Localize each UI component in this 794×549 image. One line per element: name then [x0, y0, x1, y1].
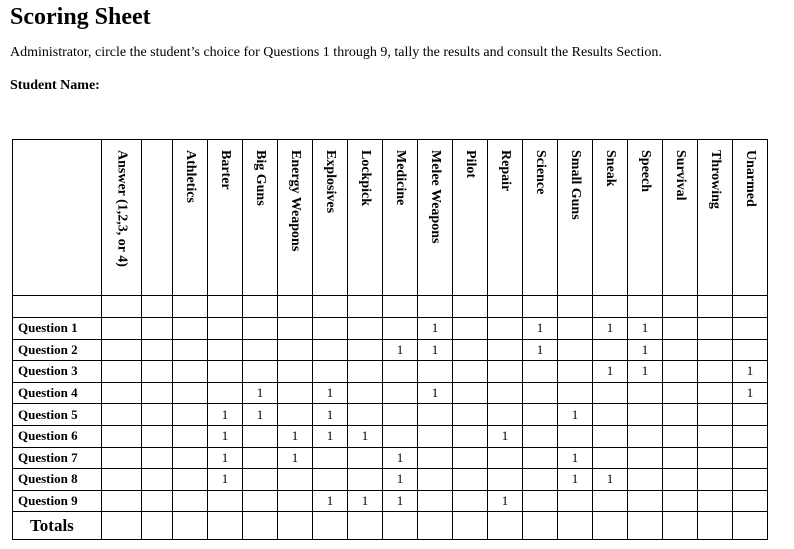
table-cell — [733, 296, 768, 318]
total-cell[interactable] — [243, 512, 278, 540]
score-cell: 1 — [278, 447, 313, 469]
table-cell — [488, 296, 523, 318]
score-cell — [348, 382, 383, 404]
score-cell — [593, 382, 628, 404]
score-cell — [173, 490, 208, 512]
score-cell: 1 — [418, 318, 453, 340]
score-cell — [698, 339, 733, 361]
total-cell[interactable] — [102, 512, 142, 540]
score-cell — [453, 361, 488, 383]
score-cell — [663, 361, 698, 383]
score-cell — [278, 404, 313, 426]
score-cell — [418, 425, 453, 447]
header-row — [13, 140, 768, 296]
score-cell — [383, 318, 418, 340]
score-cell — [348, 404, 383, 426]
score-cell — [733, 469, 768, 491]
score-cell: 1 — [593, 361, 628, 383]
total-cell[interactable] — [142, 512, 173, 540]
score-cell — [733, 425, 768, 447]
score-cell — [488, 382, 523, 404]
score-cell — [453, 469, 488, 491]
table-cell — [278, 296, 313, 318]
score-cell: 1 — [208, 447, 243, 469]
score-cell — [488, 447, 523, 469]
score-cell: 1 — [313, 425, 348, 447]
score-cell — [698, 469, 733, 491]
score-cell — [208, 382, 243, 404]
score-cell — [488, 339, 523, 361]
answer-cell[interactable] — [102, 447, 142, 469]
score-cell — [243, 339, 278, 361]
score-cell: 1 — [593, 469, 628, 491]
skill-header-cell — [523, 140, 558, 296]
score-cell: 1 — [418, 339, 453, 361]
score-cell — [698, 425, 733, 447]
score-cell — [243, 425, 278, 447]
score-cell — [488, 361, 523, 383]
score-cell — [313, 469, 348, 491]
skill-header-cell — [313, 140, 348, 296]
score-cell — [558, 425, 593, 447]
skill-header-cell — [663, 140, 698, 296]
score-cell — [173, 447, 208, 469]
skill-header-pilot: Pilot — [463, 150, 478, 178]
score-cell — [593, 339, 628, 361]
score-cell — [523, 404, 558, 426]
score-cell — [173, 361, 208, 383]
score-cell — [383, 425, 418, 447]
score-cell — [313, 361, 348, 383]
score-cell — [243, 361, 278, 383]
score-cell — [593, 425, 628, 447]
score-cell — [418, 404, 453, 426]
skill-header-cell — [558, 140, 593, 296]
score-cell — [488, 469, 523, 491]
total-cell[interactable] — [663, 512, 698, 540]
skill-header-small-guns: Small Guns — [568, 150, 583, 220]
score-cell: 1 — [628, 339, 663, 361]
skill-header-cell — [348, 140, 383, 296]
score-cell — [558, 361, 593, 383]
skill-header-cell — [453, 140, 488, 296]
table-cell — [348, 296, 383, 318]
score-cell — [383, 404, 418, 426]
blank-cell — [142, 447, 173, 469]
skill-header-athletics: Athletics — [183, 150, 198, 203]
question-label: Question 7 — [13, 447, 102, 469]
score-cell — [663, 382, 698, 404]
score-cell: 1 — [523, 318, 558, 340]
total-cell[interactable] — [383, 512, 418, 540]
skill-header-cell — [383, 140, 418, 296]
score-cell — [558, 339, 593, 361]
score-cell — [663, 490, 698, 512]
score-cell — [278, 382, 313, 404]
table-row — [13, 318, 768, 340]
score-cell — [208, 361, 243, 383]
score-cell — [663, 318, 698, 340]
score-cell — [313, 318, 348, 340]
total-cell[interactable] — [348, 512, 383, 540]
score-cell — [208, 318, 243, 340]
score-cell — [418, 447, 453, 469]
score-cell: 1 — [313, 490, 348, 512]
score-cell — [173, 318, 208, 340]
table-cell — [698, 296, 733, 318]
skill-header-cell — [278, 140, 313, 296]
score-cell — [523, 361, 558, 383]
question-label: Question 1 — [13, 318, 102, 340]
score-cell: 1 — [278, 425, 313, 447]
skill-header-throwing: Throwing — [708, 150, 723, 209]
score-cell: 1 — [383, 447, 418, 469]
score-cell — [663, 469, 698, 491]
score-cell — [628, 404, 663, 426]
score-cell — [243, 490, 278, 512]
total-cell[interactable] — [628, 512, 663, 540]
skill-header-cell — [243, 140, 278, 296]
table-cell — [663, 296, 698, 318]
score-cell: 1 — [418, 382, 453, 404]
score-cell — [173, 382, 208, 404]
score-cell: 1 — [733, 361, 768, 383]
score-cell — [418, 490, 453, 512]
score-cell — [488, 318, 523, 340]
score-cell — [453, 447, 488, 469]
total-cell[interactable] — [208, 512, 243, 540]
table-row — [13, 404, 768, 426]
skill-header-energy-weapons: Energy Weapons — [288, 150, 303, 252]
score-cell — [208, 490, 243, 512]
score-cell: 1 — [628, 361, 663, 383]
score-cell — [348, 318, 383, 340]
score-cell: 1 — [488, 490, 523, 512]
score-cell: 1 — [383, 339, 418, 361]
score-cell — [173, 404, 208, 426]
table-cell — [13, 296, 102, 318]
total-cell[interactable] — [593, 512, 628, 540]
table-row — [13, 447, 768, 469]
table-cell — [523, 296, 558, 318]
score-cell — [173, 469, 208, 491]
skill-header-cell — [418, 140, 453, 296]
score-cell — [243, 318, 278, 340]
score-cell: 1 — [733, 382, 768, 404]
instructions-text: Administrator, circle the student’s choice for Questions 1 through 9, tally the results and consult the Results Section. — [10, 45, 662, 60]
answer-column-header: Answer (1,2,3, or 4) — [114, 150, 130, 267]
table-cell — [418, 296, 453, 318]
skill-header-explosives: Explosives — [323, 150, 338, 214]
header-blank-cell — [142, 140, 173, 296]
score-cell: 1 — [523, 339, 558, 361]
score-cell: 1 — [558, 447, 593, 469]
skill-header-barter: Barter — [218, 150, 233, 190]
score-cell — [698, 490, 733, 512]
total-cell[interactable] — [173, 512, 208, 540]
score-cell: 1 — [243, 404, 278, 426]
total-cell[interactable] — [558, 512, 593, 540]
score-cell — [313, 339, 348, 361]
score-cell — [628, 469, 663, 491]
score-cell: 1 — [558, 469, 593, 491]
score-cell — [453, 490, 488, 512]
question-label: Question 3 — [13, 361, 102, 383]
score-cell — [523, 469, 558, 491]
blank-cell — [142, 404, 173, 426]
score-cell — [453, 425, 488, 447]
blank-cell — [142, 382, 173, 404]
answer-cell[interactable] — [102, 361, 142, 383]
score-cell: 1 — [313, 382, 348, 404]
score-cell — [348, 469, 383, 491]
score-cell: 1 — [208, 404, 243, 426]
answer-cell[interactable] — [102, 469, 142, 491]
total-cell[interactable] — [418, 512, 453, 540]
blank-cell — [142, 425, 173, 447]
student-name-label: Student Name: — [10, 78, 100, 93]
table-cell — [102, 296, 142, 318]
table-cell — [453, 296, 488, 318]
score-cell — [523, 490, 558, 512]
table-cell — [243, 296, 278, 318]
score-cell: 1 — [348, 425, 383, 447]
question-label: Question 2 — [13, 339, 102, 361]
table-row — [13, 425, 768, 447]
answer-cell[interactable] — [102, 425, 142, 447]
score-cell — [558, 318, 593, 340]
score-cell — [628, 382, 663, 404]
question-label: Question 9 — [13, 490, 102, 512]
score-cell — [558, 382, 593, 404]
table-cell — [628, 296, 663, 318]
header-corner-cell — [13, 140, 102, 296]
score-cell — [488, 404, 523, 426]
score-cell — [593, 404, 628, 426]
score-cell — [348, 361, 383, 383]
skill-header-medicine: Medicine — [393, 150, 408, 206]
table-row — [13, 361, 768, 383]
totals-label: Totals — [13, 512, 102, 540]
table-cell — [142, 296, 173, 318]
skill-header-repair: Repair — [498, 150, 513, 192]
blank-cell — [142, 469, 173, 491]
question-label: Question 5 — [13, 404, 102, 426]
score-cell — [523, 425, 558, 447]
score-cell — [558, 490, 593, 512]
score-cell — [278, 490, 313, 512]
skill-header-big-guns: Big Guns — [253, 150, 268, 206]
total-cell[interactable] — [698, 512, 733, 540]
score-cell: 1 — [313, 404, 348, 426]
blank-cell — [142, 318, 173, 340]
score-cell — [593, 447, 628, 469]
score-cell — [173, 425, 208, 447]
skill-header-speech: Speech — [638, 150, 653, 192]
score-cell — [453, 404, 488, 426]
score-cell — [418, 361, 453, 383]
skill-header-lockpick: Lockpick — [358, 150, 373, 207]
table-cell — [558, 296, 593, 318]
header-answer-cell — [102, 140, 142, 296]
score-cell — [173, 339, 208, 361]
score-cell — [593, 490, 628, 512]
score-cell — [733, 318, 768, 340]
totals-row — [13, 512, 768, 540]
skill-header-cell — [173, 140, 208, 296]
total-cell[interactable] — [313, 512, 348, 540]
score-cell — [278, 361, 313, 383]
total-cell[interactable] — [523, 512, 558, 540]
score-cell: 1 — [208, 469, 243, 491]
score-cell — [663, 339, 698, 361]
table-row — [13, 469, 768, 491]
score-cell — [453, 318, 488, 340]
score-cell — [313, 447, 348, 469]
skill-header-cell — [593, 140, 628, 296]
table-row — [13, 490, 768, 512]
score-cell — [733, 447, 768, 469]
score-cell: 1 — [383, 469, 418, 491]
page-title: Scoring Sheet — [10, 4, 151, 30]
score-cell — [278, 469, 313, 491]
answer-cell[interactable] — [102, 404, 142, 426]
score-cell — [383, 361, 418, 383]
table-cell — [593, 296, 628, 318]
skill-header-sneak: Sneak — [603, 150, 618, 187]
score-cell — [698, 404, 733, 426]
score-cell — [383, 382, 418, 404]
answer-cell[interactable] — [102, 318, 142, 340]
total-cell[interactable] — [278, 512, 313, 540]
skill-header-cell — [208, 140, 243, 296]
skill-header-cell — [628, 140, 663, 296]
score-cell — [698, 318, 733, 340]
score-cell — [348, 339, 383, 361]
skill-header-melee-weapons: Melee Weapons — [428, 150, 443, 244]
skill-header-unarmed: Unarmed — [743, 150, 758, 207]
spacer-row — [13, 296, 768, 318]
table-row — [13, 382, 768, 404]
score-cell — [243, 469, 278, 491]
score-cell — [698, 361, 733, 383]
scoring-table — [12, 139, 768, 540]
table-cell — [313, 296, 348, 318]
answer-cell[interactable] — [102, 490, 142, 512]
score-cell — [628, 490, 663, 512]
score-cell: 1 — [558, 404, 593, 426]
question-label: Question 8 — [13, 469, 102, 491]
score-cell — [663, 425, 698, 447]
skill-header-survival: Survival — [673, 150, 688, 201]
table-cell — [173, 296, 208, 318]
score-cell — [523, 447, 558, 469]
score-cell — [733, 404, 768, 426]
skill-header-cell — [488, 140, 523, 296]
total-cell[interactable] — [488, 512, 523, 540]
blank-cell — [142, 361, 173, 383]
score-cell: 1 — [488, 425, 523, 447]
skill-header-cell — [698, 140, 733, 296]
answer-cell[interactable] — [102, 339, 142, 361]
score-cell — [453, 382, 488, 404]
question-label: Question 4 — [13, 382, 102, 404]
score-cell — [628, 425, 663, 447]
skill-header-cell — [733, 140, 768, 296]
total-cell[interactable] — [453, 512, 488, 540]
score-cell — [208, 339, 243, 361]
blank-cell — [142, 490, 173, 512]
score-cell — [663, 447, 698, 469]
score-cell — [698, 447, 733, 469]
table-row — [13, 339, 768, 361]
score-cell: 1 — [593, 318, 628, 340]
score-cell — [523, 382, 558, 404]
score-cell — [348, 447, 383, 469]
score-cell — [278, 339, 313, 361]
skill-header-science: Science — [533, 150, 548, 195]
score-cell: 1 — [243, 382, 278, 404]
score-cell — [663, 404, 698, 426]
score-cell — [243, 447, 278, 469]
score-cell: 1 — [348, 490, 383, 512]
score-cell: 1 — [383, 490, 418, 512]
score-cell — [278, 318, 313, 340]
answer-cell[interactable] — [102, 382, 142, 404]
score-cell — [698, 382, 733, 404]
score-cell — [628, 447, 663, 469]
score-cell — [453, 339, 488, 361]
score-cell — [733, 339, 768, 361]
score-cell — [733, 490, 768, 512]
question-label: Question 6 — [13, 425, 102, 447]
score-cell: 1 — [628, 318, 663, 340]
table-cell — [383, 296, 418, 318]
table-cell — [208, 296, 243, 318]
total-cell[interactable] — [733, 512, 768, 540]
score-cell: 1 — [208, 425, 243, 447]
blank-cell — [142, 339, 173, 361]
score-cell — [418, 469, 453, 491]
